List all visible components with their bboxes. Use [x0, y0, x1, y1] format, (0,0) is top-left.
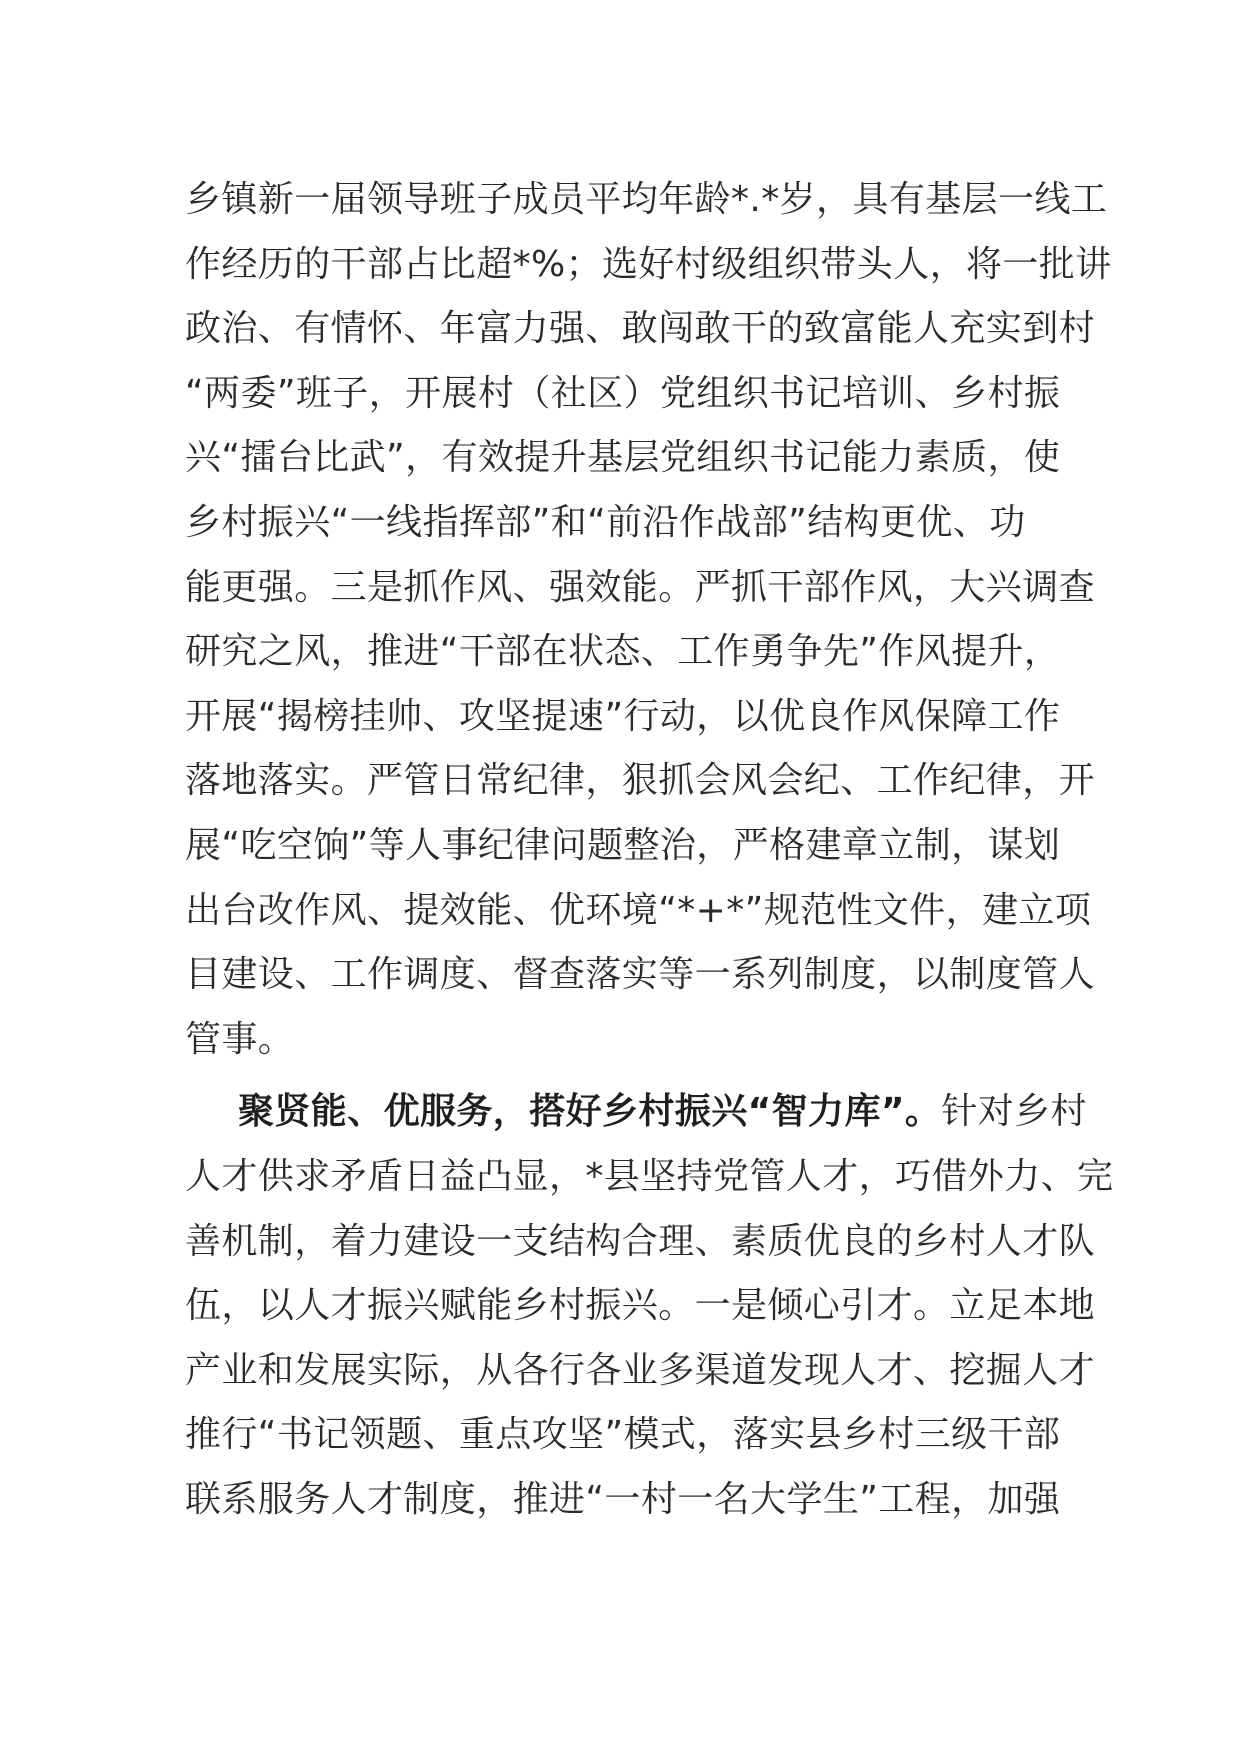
text-line: 出台改作风、提效能、优环境“*+*”规范性文件，建立项	[185, 889, 1092, 931]
text-line: 政治、有情怀、年富力强、敢闯敢干的致富能人充实到村	[185, 308, 1096, 350]
text-line: 善机制，着力建设一支结构合理、素质优良的乡村人才队	[185, 1220, 1096, 1262]
paragraph-2	[185, 1080, 1114, 1532]
text-line: 展“吃空饷”等人事纪律问题整治，严格建章立制，谋划	[185, 824, 1061, 866]
text-line: 伍，以人才振兴赋能乡村振兴。一是倾心引才。立足本地	[185, 1285, 1096, 1327]
paragraph-first-line	[185, 1080, 1087, 1145]
document-body	[185, 168, 1114, 1532]
text-line: 作经历的干部占比超*%；选好村级组织带头人，将一批讲	[185, 243, 1112, 285]
text-line: 人才供求矛盾日益凸显，*县坚持党管人才，巧借外力、完	[185, 1155, 1114, 1197]
text-line: 管事。	[185, 1018, 295, 1060]
text-line: 兴“擂台比武”，有效提升基层党组织书记能力素质，使	[185, 437, 1061, 479]
text-line: 乡镇新一届领导班子成员平均年龄*.*岁，具有基层一线工	[185, 179, 1108, 220]
text-line: 研究之风，推进“干部在状态、工作勇争先”作风提升，	[185, 631, 1061, 673]
text-run: 针对乡村	[941, 1091, 1087, 1133]
text-line: 产业和发展实际，从各行各业多渠道发现人才、挖掘人才	[185, 1349, 1096, 1391]
text-line: 乡村振兴“一线指挥部”和“前沿作战部”结构更优、功	[185, 501, 1026, 543]
text-line: 联系服务人才制度，推进“一村一名大学生”工程，加强	[185, 1478, 1061, 1520]
text-line: 推行“书记领题、重点攻坚”模式，落实县乡村三级干部	[185, 1414, 1061, 1456]
section-heading: 聚贤能、优服务，搭好乡村振兴“智力库”。	[238, 1091, 942, 1133]
text-line: “两委”班子，开展村（社区）党组织书记培训、乡村振	[185, 372, 1061, 414]
text-line: 能更强。三是抓作风、强效能。严抓干部作风，大兴调查	[185, 566, 1096, 608]
text-line: 目建设、工作调度、督查落实等一系列制度，以制度管人	[185, 954, 1096, 996]
paragraph-1	[185, 168, 1112, 1072]
text-line: 落地落实。严管日常纪律，狠抓会风会纪、工作纪律，开	[185, 760, 1096, 802]
text-line: 开展“揭榜挂帅、攻坚提速”行动，以优良作风保障工作	[185, 695, 1061, 737]
paragraph-spacer	[185, 1072, 1055, 1080]
